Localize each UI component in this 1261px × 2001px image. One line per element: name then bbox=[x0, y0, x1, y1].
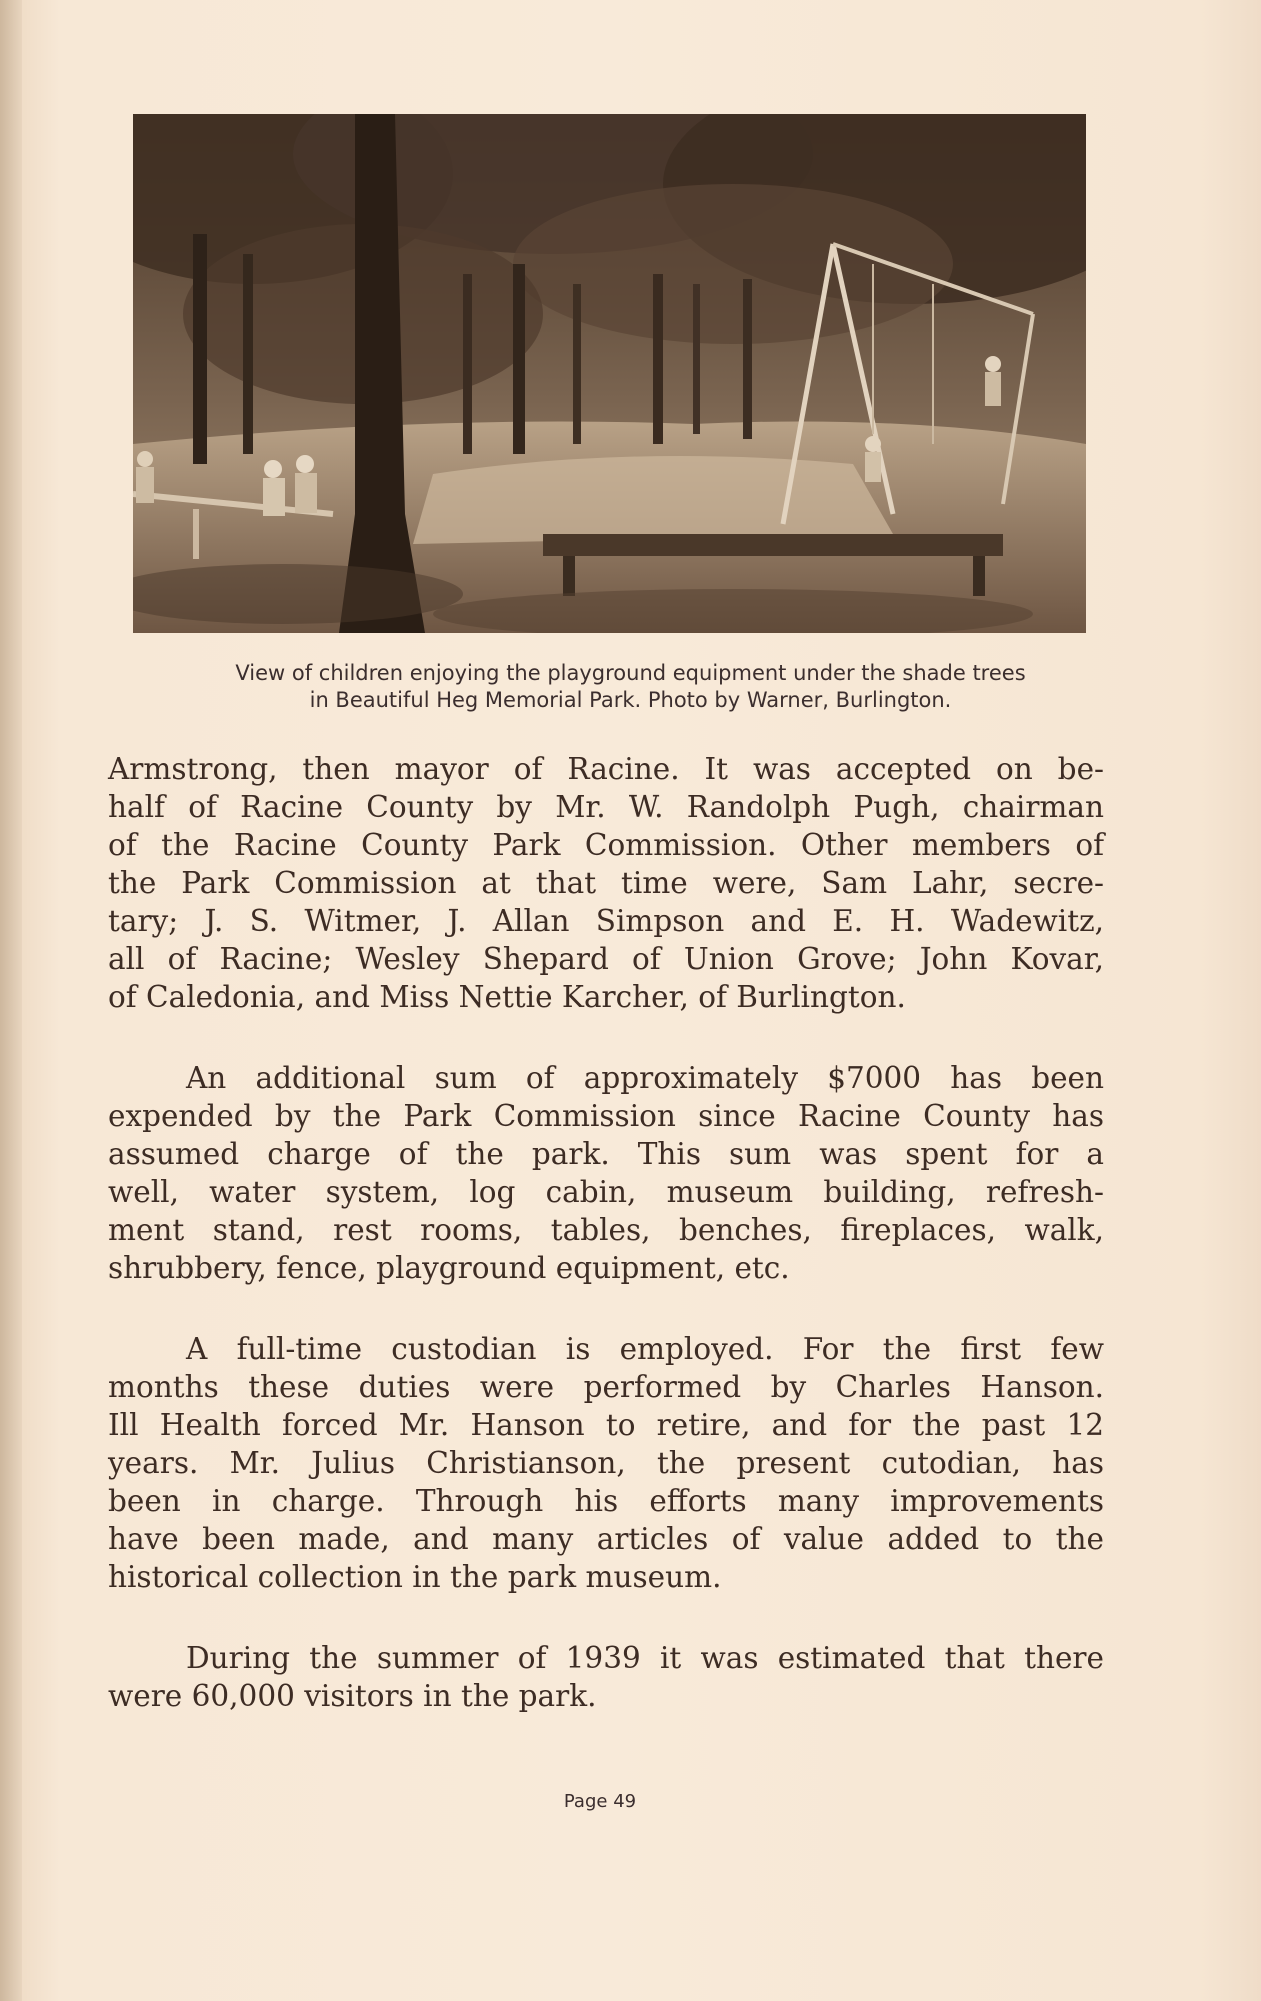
text-line: A full-time custodian is employed. For the first few bbox=[186, 1332, 1104, 1366]
photo-caption bbox=[100, 660, 1161, 714]
text-line: were 60,000 visitors in the park. bbox=[108, 1679, 597, 1713]
text-line: all of Racine; Wesley Shepard of Union Grove; John Kovar, bbox=[108, 942, 1104, 976]
paragraph-4 bbox=[108, 1639, 1104, 1715]
page-binding-shadow bbox=[0, 0, 22, 2001]
photo-illustration bbox=[133, 114, 1086, 633]
text-line: tary; J. S. Witmer, J. Allan Simpson and E. H. Wadewitz, bbox=[108, 904, 1104, 938]
paragraph-2 bbox=[108, 1059, 1104, 1287]
text-line: shrubbery, fence, playground equipment, etc. bbox=[108, 1251, 790, 1285]
text-line: During the summer of 1939 it was estimated that there bbox=[186, 1641, 1104, 1675]
text-line: assumed charge of the park. This sum was spent for a bbox=[108, 1137, 1104, 1171]
text-line: months these duties were performed by Charles Hanson. bbox=[108, 1370, 1104, 1404]
text-line: expended by the Park Commission since Racine County has bbox=[108, 1099, 1104, 1133]
paragraph-3 bbox=[108, 1330, 1104, 1596]
text-line: have been made, and many articles of value added to the bbox=[108, 1522, 1104, 1556]
page-number: Page 49 bbox=[563, 1791, 637, 1812]
paragraph-1 bbox=[108, 750, 1104, 1016]
text-line: of the Racine County Park Commission. Other members of bbox=[108, 828, 1104, 862]
text-line: of Caledonia, and Miss Nettie Karcher, of Burlington. bbox=[108, 980, 906, 1014]
park-playground-photo bbox=[133, 114, 1086, 633]
text-line: half of Racine County by Mr. W. Randolph Pugh, chairman bbox=[108, 790, 1104, 824]
text-line: Ill Health forced Mr. Hanson to retire, and for the past 12 bbox=[108, 1408, 1104, 1442]
text-line: well, water system, log cabin, museum building, refresh- bbox=[108, 1175, 1104, 1209]
text-line: years. Mr. Julius Christianson, the present cutodian, has bbox=[108, 1446, 1104, 1480]
caption-line-2: in Beautiful Heg Memorial Park. Photo by Warner, Burlington. bbox=[309, 688, 952, 712]
text-line: ment stand, rest rooms, tables, benches, fireplaces, walk, bbox=[108, 1213, 1104, 1247]
text-line: Armstrong, then mayor of Racine. It was accepted on be- bbox=[108, 752, 1104, 786]
text-line: been in charge. Through his efforts many improvements bbox=[108, 1484, 1104, 1518]
text-line: An additional sum of approximately $7000 has been bbox=[186, 1061, 1104, 1095]
caption-line-1: View of children enjoying the playground equipment under the shade trees bbox=[235, 661, 1026, 685]
text-line: the Park Commission at that time were, Sam Lahr, secre- bbox=[108, 866, 1104, 900]
text-line: historical collection in the park museum. bbox=[108, 1560, 722, 1594]
